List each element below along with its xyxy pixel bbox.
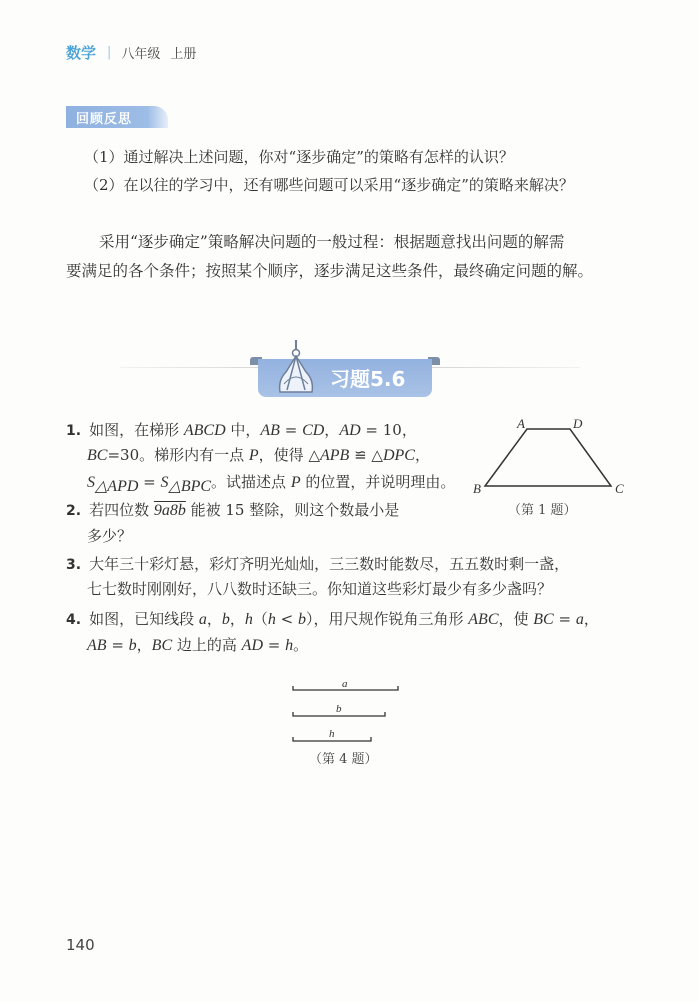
math-subscript: △APD bbox=[95, 478, 139, 495]
text: =30。梯形内有一点 bbox=[107, 446, 249, 464]
text: 中， bbox=[225, 421, 261, 439]
math-var: S bbox=[87, 474, 95, 491]
text: 边上的高 bbox=[172, 636, 242, 654]
math-var: CD bbox=[302, 422, 325, 439]
text: ， bbox=[414, 446, 430, 464]
text: ， bbox=[324, 421, 340, 439]
text: = bbox=[106, 636, 129, 654]
math-var: a bbox=[575, 611, 584, 628]
segment-a-label: a bbox=[342, 678, 348, 690]
exercise-banner-title: 习题5.6 bbox=[330, 367, 406, 391]
exercise-number: 3. bbox=[66, 557, 82, 573]
text: 若四位数 bbox=[89, 501, 154, 519]
text: = bbox=[553, 610, 576, 628]
subject-label: 数学 bbox=[66, 43, 97, 62]
summary-paragraph bbox=[66, 228, 646, 286]
exercise-2-line-1 bbox=[66, 500, 399, 521]
exercise-3-line-2: 七七数时刚刚好，八八数时还缺三。你知道这些彩灯最少有多少盏吗？ bbox=[87, 580, 553, 598]
math-var: S bbox=[160, 474, 169, 491]
exercise-4-line-2 bbox=[87, 635, 308, 656]
exercise-number: 1. bbox=[66, 423, 82, 439]
exercise-number: 2. bbox=[66, 503, 82, 519]
vertex-label-a: A bbox=[517, 416, 525, 431]
line-segments-figure bbox=[290, 676, 410, 746]
text: = bbox=[279, 421, 303, 439]
text: 的位置，并说明理由。 bbox=[300, 473, 456, 491]
math-var: ABCD bbox=[183, 422, 226, 439]
text: ， bbox=[136, 636, 152, 654]
text: ， bbox=[206, 610, 222, 628]
text: = 10， bbox=[360, 421, 417, 439]
text: 大年三十彩灯悬，彩灯齐明光灿灿，三三数时能数尽，五五数时剩一盏， bbox=[89, 555, 570, 573]
math-var: h bbox=[285, 637, 294, 654]
exercise-1-line-3 bbox=[87, 472, 455, 499]
vertex-label-d: D bbox=[573, 416, 583, 431]
grade-label: 八年级 bbox=[121, 46, 161, 62]
header-separator: | bbox=[107, 44, 112, 60]
math-var: AB bbox=[87, 637, 107, 654]
figure-1-caption: （第 1 题） bbox=[508, 503, 577, 518]
text: 如图，在梯形 bbox=[89, 421, 184, 439]
math-var: AD bbox=[339, 422, 361, 439]
math-var: a bbox=[198, 611, 207, 628]
math-var: P bbox=[290, 474, 301, 491]
page-number: 140 bbox=[66, 936, 95, 954]
math-var: b bbox=[128, 637, 137, 654]
math-overline-number: 9a8b bbox=[153, 502, 186, 519]
page-header bbox=[66, 40, 196, 64]
math-var: h bbox=[267, 611, 276, 628]
summary-line-2: 要满足的各个条件；按照某个顺序，逐步满足这些条件，最终确定问题的解。 bbox=[66, 262, 594, 280]
exercise-3-line-1 bbox=[66, 554, 569, 575]
exercise-number: 4. bbox=[66, 612, 82, 628]
math-var: AB bbox=[260, 422, 280, 439]
review-question-2: （2）在以往的学习中，还有哪些问题可以采用“逐步确定”的策略来解决？ bbox=[84, 176, 574, 194]
text: ， bbox=[229, 610, 245, 628]
math-var: h bbox=[244, 611, 253, 628]
text: ≌ △ bbox=[349, 446, 383, 464]
math-var: AD bbox=[241, 637, 263, 654]
exercise-2-line-2: 多少？ bbox=[87, 527, 133, 545]
math-var: b bbox=[298, 611, 306, 628]
review-badge bbox=[66, 106, 168, 128]
math-var: P bbox=[248, 447, 259, 464]
figure-4-caption: （第 4 题） bbox=[309, 752, 378, 767]
compass-icon bbox=[276, 340, 316, 396]
text: 如图，已知线段 bbox=[89, 610, 199, 628]
text: < bbox=[275, 610, 298, 628]
trapezoid-figure bbox=[470, 412, 640, 502]
summary-line-1: 采用“逐步确定”策略解决问题的一般过程：根据题意找出问题的解需 bbox=[99, 233, 565, 251]
vertex-label-b: B bbox=[473, 481, 481, 496]
text: = bbox=[263, 636, 286, 654]
exercise-1-line-2 bbox=[87, 445, 430, 466]
text: ，使得 △ bbox=[258, 446, 320, 464]
segment-b-label: b bbox=[336, 703, 342, 715]
text: ， bbox=[583, 610, 599, 628]
exercise-4-line-1 bbox=[66, 609, 599, 630]
review-question-1: （1）通过解决上述问题，你对“逐步确定”的策略有怎样的认识？ bbox=[84, 148, 514, 166]
math-var: ABC bbox=[468, 611, 499, 628]
volume-label: 上册 bbox=[170, 46, 197, 62]
text: 。 bbox=[293, 636, 309, 654]
math-var: BC bbox=[151, 637, 173, 654]
text: ，使 bbox=[498, 610, 534, 628]
segment-h-label: h bbox=[329, 728, 335, 740]
math-var: APB bbox=[319, 447, 350, 464]
text: （ bbox=[252, 610, 268, 628]
review-badge-label: 回顾反思 bbox=[76, 111, 133, 127]
text: 。试描述点 bbox=[211, 473, 291, 491]
math-var: BC bbox=[87, 447, 108, 464]
math-subscript: △BPC bbox=[168, 478, 212, 495]
text: = bbox=[138, 473, 161, 491]
exercise-1-line-1 bbox=[66, 420, 417, 441]
vertex-label-c: C bbox=[615, 481, 624, 496]
math-var: BC bbox=[533, 611, 554, 628]
text: 能被 15 整除，则这个数最小是 bbox=[185, 501, 400, 519]
math-var: b bbox=[221, 611, 230, 628]
text: ），用尺规作锐角三角形 bbox=[306, 610, 469, 628]
math-var: DPC bbox=[382, 447, 415, 464]
